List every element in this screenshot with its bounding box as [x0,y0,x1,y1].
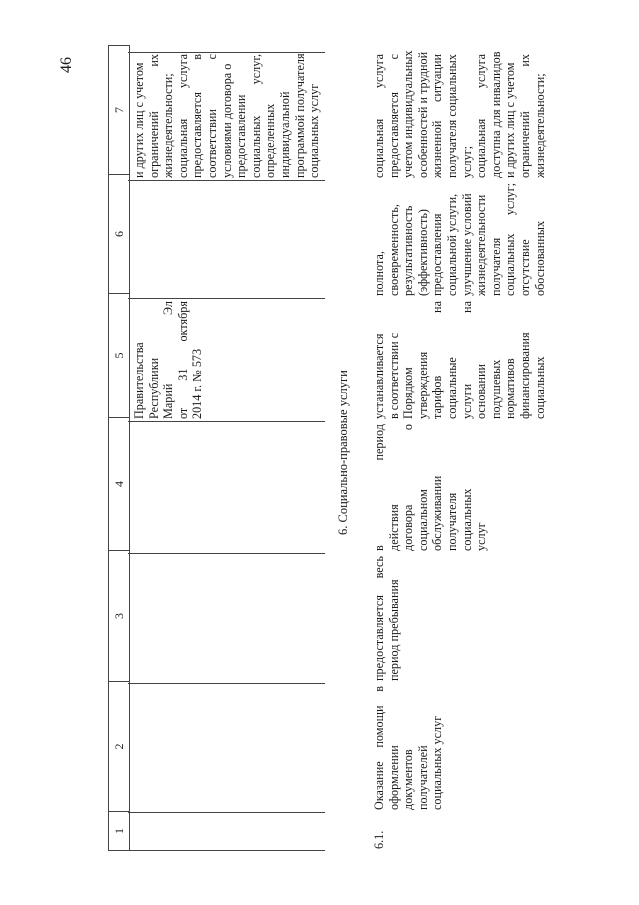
column-header-5: 5 [109,294,130,418]
column-header-row [108,45,130,851]
row-col5-tariff: устанавливается в соответствии с Порядком утверждения тарифов на социальные услуги на основании подушевых нормативов финансирования социальных [372,301,547,419]
row-number: 6.1. [372,830,386,849]
column-header-6: 6 [109,175,130,294]
column-header-7: 7 [109,46,130,175]
fragment-col7: и других лиц с учетом ограничений их жизнедеятельности; социальная услуга предоставляется в соответствии с условиями договора о предоставлении социальных услуг, определенных индивидуальной программой получателя социальных услуг [132,53,322,178]
row-col2-service-name: Оказание помощи в оформлении документов получателей социальных услуг [372,686,445,810]
row-col7-conditions: социальная услуга предоставляется с учетом индивидуальных особенностей и трудной жизненной ситуации получателя социальных услуг; социальная услуга доступна для инвалидов и других лиц с учетом ограничений их жизнедеятельности; [372,50,547,178]
row-col6-quality: полнота, своевременность, результативность (эффективность) предоставления социальной услуги, улучшение условий жизнедеятельности получателя социальных услуг; отсутствие обоснованных [372,183,547,296]
column-line [128,298,325,299]
column-line [128,553,325,554]
page-number: 46 [58,57,75,73]
column-line [128,812,325,813]
column-line [128,421,325,422]
column-line [128,180,325,181]
fragment-col5: Правительства Республики Марий Эл от 31 октября 2014 г. № 573 [132,301,205,419]
column-header-2: 2 [109,682,130,812]
row-col4-terms: в период действия договора о социальном обслуживании получателя социальных услуг [372,424,489,551]
row-col3-period: предоставляется весь период пребывания [372,556,401,681]
column-header-4: 4 [109,418,130,551]
column-line [128,850,325,851]
column-header-1: 1 [109,812,130,851]
column-line [128,683,325,684]
section-title: 6. Социально-правовые услуги [336,370,350,535]
column-header-3: 3 [109,551,130,682]
